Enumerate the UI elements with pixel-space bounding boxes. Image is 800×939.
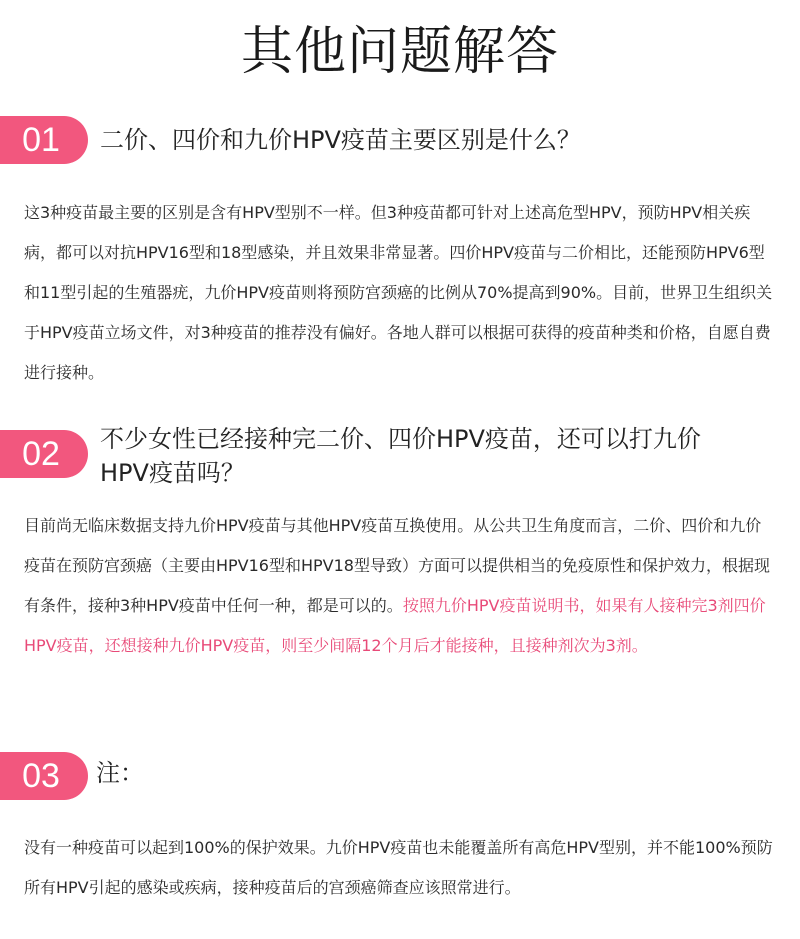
section-answer: 这3种疫苗最主要的区别是含有HPV型别不一样。但3种疫苗都可针对上述高危型HPV，预防HPV相关疾病，都可以对抗HPV16型和18型感染，并且效果非常显著。四价HPV疫苗与二价相比，还能预防HPV6型和11型引起的生殖器疣，九价HPV疫苗则将预防宫颈癌的比例从70%提高到90%。目前，世界卫生组织关于HPV疫苗立场文件，对3种疫苗的推荐没有偏好。各地人群可以根据可获得的疫苗种类和价格，自愿自费进行接种。	[24, 203, 773, 382]
page-title: 其他问题解答	[240, 22, 559, 82]
section-number-badge: 02	[0, 430, 88, 478]
answer-text: 目前尚无临床数据支持九价HPV疫苗与其他HPV疫苗互换使用。从公共卫生角度而言，二价、四价和九价疫苗在预防宫颈癌（主要由HPV16型和HPV18型导致）方面可以提供相当的免疫原性和保护效力，根据现有条件，接种3种HPV疫苗中任何一种，都是可以的。	[24, 516, 770, 615]
section-number-badge: 03	[0, 752, 88, 800]
section-answer	[24, 506, 776, 666]
section-number-badge: 01	[0, 116, 88, 164]
section-question: 注：	[96, 759, 144, 787]
section-question: 二价、四价和九价HPV疫苗主要区别是什么？	[100, 126, 581, 154]
section-answer: 没有一种疫苗可以起到100%的保护效果。九价HPV疫苗也未能覆盖所有高危HPV型别，并不能100%预防所有HPV引起的感染或疾病，接种疫苗后的宫颈癌筛查应该照常进行。	[24, 838, 773, 897]
section-question: 不少女性已经接种完二价、四价HPV疫苗，还可以打九价HPV疫苗吗？	[100, 425, 701, 487]
answer-highlight-text: 按照九价HPV疫苗说明书，如果有人接种完3剂四价HPV疫苗，还想接种九价HPV疫苗，则至少间隔12个月后才能接种，且接种剂次为3剂。	[24, 596, 766, 655]
